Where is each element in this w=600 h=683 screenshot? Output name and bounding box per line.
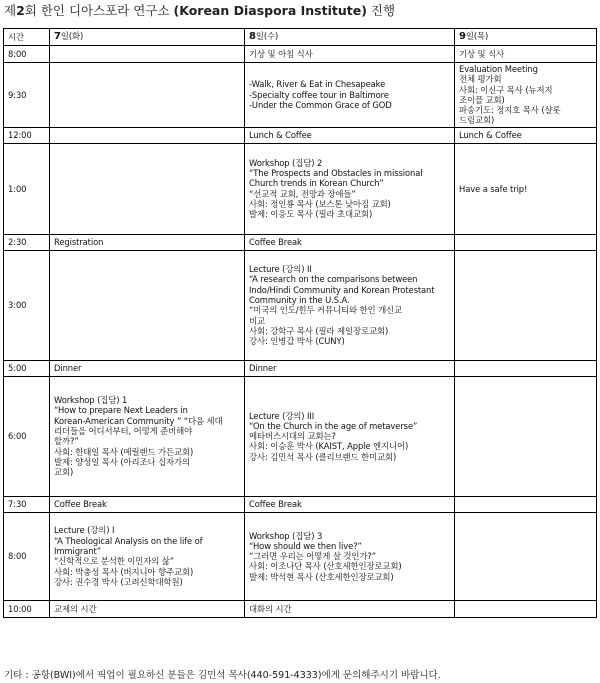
cell-line: 발제: 이응도 목사 (필라 초대교회)	[249, 209, 373, 220]
schedule-cell	[455, 234, 597, 250]
table-row	[4, 360, 597, 376]
cell-line: Lecture (강의) III	[249, 410, 315, 421]
schedule-cell	[455, 143, 597, 234]
time-cell: 6:00	[4, 376, 50, 496]
time-cell: 2:30	[4, 234, 50, 250]
table-row	[4, 250, 597, 360]
cell-line: -Walk, River & Eat in Chesapeake	[249, 79, 386, 90]
cell-line: Dinner	[54, 363, 82, 374]
cell-line: 대화의 시간	[249, 603, 292, 614]
cell-line: 사회: 이신구 목사 (뉴저지	[459, 84, 553, 95]
cell-line: Korean-American Community ” “다음 세대	[54, 415, 223, 426]
schedule-cell	[245, 250, 455, 360]
schedule-cell	[245, 496, 455, 512]
cell-line: 사회: 정인룡 목사 (보스톤 낮아짐 교회)	[249, 199, 391, 210]
schedule-cell	[455, 376, 597, 496]
cell-line: Lunch & Coffee	[249, 130, 312, 141]
table-header-row	[4, 29, 597, 46]
schedule-cell	[245, 63, 455, 128]
schedule-cell	[455, 63, 597, 128]
schedule-cell	[245, 143, 455, 234]
cell-line: Immigrant”	[54, 545, 101, 556]
cell-line: “On the Church in the age of metaverse”	[249, 420, 418, 431]
schedule-cell	[245, 127, 455, 143]
cell-line: 발제: 박석현 목사 (산호세한인장로교회)	[249, 571, 394, 582]
schedule-cell	[245, 46, 455, 63]
cell-line: -Under the Common Grace of GOD	[249, 100, 392, 111]
title-number: 2	[16, 3, 25, 18]
cell-line: Workshop (집담) 2	[249, 157, 323, 168]
schedule-cell	[50, 496, 245, 512]
schedule-cell	[245, 600, 455, 617]
table-row	[4, 46, 597, 63]
cell-line: “선교적 교회, 전망과 장애들”	[249, 188, 356, 199]
cell-line: “How should we then live?”	[249, 540, 362, 551]
cell-line: Indo/Hindi Community and Korean Protestant	[249, 284, 435, 295]
cell-line: 할까?”	[54, 436, 79, 447]
cell-line: Workshop (집담) 3	[249, 530, 323, 541]
time-cell: 8:00	[4, 512, 50, 600]
cell-line: Registration	[54, 237, 104, 248]
cell-line: 사회: 이승훈 박사 (KAIST, Apple 엔지니어)	[249, 441, 409, 452]
cell-line: 드림교회)	[459, 115, 495, 126]
cell-line: Dinner	[249, 363, 277, 374]
cell-line: 강사: 인병갑 박사 (CUNY)	[249, 336, 345, 347]
schedule-cell	[50, 234, 245, 250]
cell-line: 사회: 강학구 목사 (필라 제일장로교회)	[249, 325, 389, 336]
schedule-cell	[50, 600, 245, 617]
cell-line: 기상 및 아침 식사	[249, 48, 313, 59]
cell-line: Lecture (강의) II	[249, 264, 312, 275]
table-row	[4, 496, 597, 512]
cell-line: 전체 평가회	[459, 74, 502, 85]
schedule-cell	[50, 143, 245, 234]
schedule-cell	[50, 63, 245, 128]
table-row	[4, 127, 597, 143]
schedule-cell	[455, 600, 597, 617]
title-english: (Korean Diaspora Institute)	[173, 3, 367, 18]
schedule-cell	[50, 250, 245, 360]
cell-line: Coffee Break	[54, 499, 107, 510]
header-day-8: 8일(수)	[245, 29, 455, 46]
time-cell: 9:30	[4, 63, 50, 128]
time-cell: 10:00	[4, 600, 50, 617]
schedule-table	[3, 28, 597, 618]
time-cell: 7:30	[4, 496, 50, 512]
cell-line: Coffee Break	[249, 237, 302, 248]
schedule-cell	[245, 360, 455, 376]
table-row	[4, 234, 597, 250]
cell-line: 리더들을 어디서부터, 어떻게 준비해야	[54, 425, 193, 436]
schedule-cell	[50, 512, 245, 600]
time-cell: 3:00	[4, 250, 50, 360]
cell-line: 사회: 이조나단 목사 (산호세한인장로교회)	[249, 561, 402, 572]
time-cell: 12:00	[4, 127, 50, 143]
cell-line: “신학적으로 분석한 이민자의 삶”	[54, 556, 175, 567]
schedule-cell	[455, 250, 597, 360]
cell-line: “The Prospects and Obstacles in missional	[249, 168, 423, 179]
cell-line: “그러면 우리는 어떻게 살 것인가?”	[249, 551, 376, 562]
title-mid: 회 한인 디아스포라 연구소	[24, 3, 174, 18]
cell-line: 교제의 시간	[54, 603, 97, 614]
cell-line: 기상 및 식사	[459, 48, 505, 59]
cell-line: 발제: 양성일 목사 (아리조나 십자가의	[54, 456, 190, 467]
cell-line: Evaluation Meeting	[459, 64, 538, 74]
cell-line: “A research on the comparisons between	[249, 274, 418, 285]
schedule-cell	[455, 496, 597, 512]
table-row	[4, 63, 597, 128]
schedule-cell	[455, 46, 597, 63]
cell-line: 강사: 김민석 목사 (클리브랜드 한미교회)	[249, 451, 397, 462]
title-prefix: 제	[4, 3, 17, 18]
table-row	[4, 143, 597, 234]
schedule-cell	[245, 376, 455, 496]
cell-line: Lecture (강의) I	[54, 525, 115, 536]
cell-line: 비교	[249, 315, 265, 326]
table-row	[4, 600, 597, 617]
schedule-cell	[245, 234, 455, 250]
footer-note: 기타 : 공항(BWI)에서 픽업이 필요하신 분들은 김민석 목사(440-591-4333)에게 문의해주시기 바랍니다.	[4, 670, 441, 681]
cell-line: Coffee Break	[249, 499, 302, 510]
cell-line: Lunch & Coffee	[459, 130, 522, 141]
time-cell: 1:00	[4, 143, 50, 234]
header-day-9: 9일(목)	[455, 29, 597, 46]
schedule-cell	[245, 512, 455, 600]
table-row	[4, 512, 597, 600]
schedule-cell	[455, 360, 597, 376]
title-suffix: 진행	[366, 3, 396, 18]
cell-line: “미국의 인도/힌두 커뮤니티와 한인 개신교	[249, 305, 403, 316]
time-cell: 5:00	[4, 360, 50, 376]
cell-line: 사회: 한태일 목사 (메릴랜드 가든교회)	[54, 446, 194, 457]
cell-line: 조이플 교회)	[459, 94, 505, 105]
cell-line: Church trends in Korean Church”	[249, 178, 384, 189]
cell-line: -Specialty coffee tour in Baltimore	[249, 89, 389, 100]
cell-line: 사회: 박충성 목사 (버지니아 향주교회)	[54, 566, 194, 577]
header-day-7: 7일(화)	[50, 29, 245, 46]
cell-line: Community in the U.S.A.	[249, 294, 350, 305]
table-row	[4, 376, 597, 496]
time-cell: 8:00	[4, 46, 50, 63]
cell-line: 교회)	[54, 467, 74, 478]
cell-line: 파송기도: 정지호 목사 (샬롯	[459, 105, 561, 116]
schedule-cell	[455, 512, 597, 600]
schedule-cell	[50, 376, 245, 496]
cell-line: “A Theological Analysis on the life of	[54, 535, 203, 546]
schedule-cell	[50, 46, 245, 63]
cell-line: “How to prepare Next Leaders in	[54, 405, 188, 416]
schedule-cell	[50, 360, 245, 376]
cell-line: 메타버스시대의 교회는?	[249, 431, 336, 442]
page-title	[4, 3, 596, 19]
schedule-cell	[50, 127, 245, 143]
header-time: 시간	[4, 29, 50, 46]
cell-line: 강사: 권수경 박사 (고려신학대학원)	[54, 576, 183, 587]
schedule-cell	[455, 127, 597, 143]
cell-line: Workshop (집담) 1	[54, 395, 128, 406]
cell-line: Have a safe trip!	[459, 183, 528, 194]
